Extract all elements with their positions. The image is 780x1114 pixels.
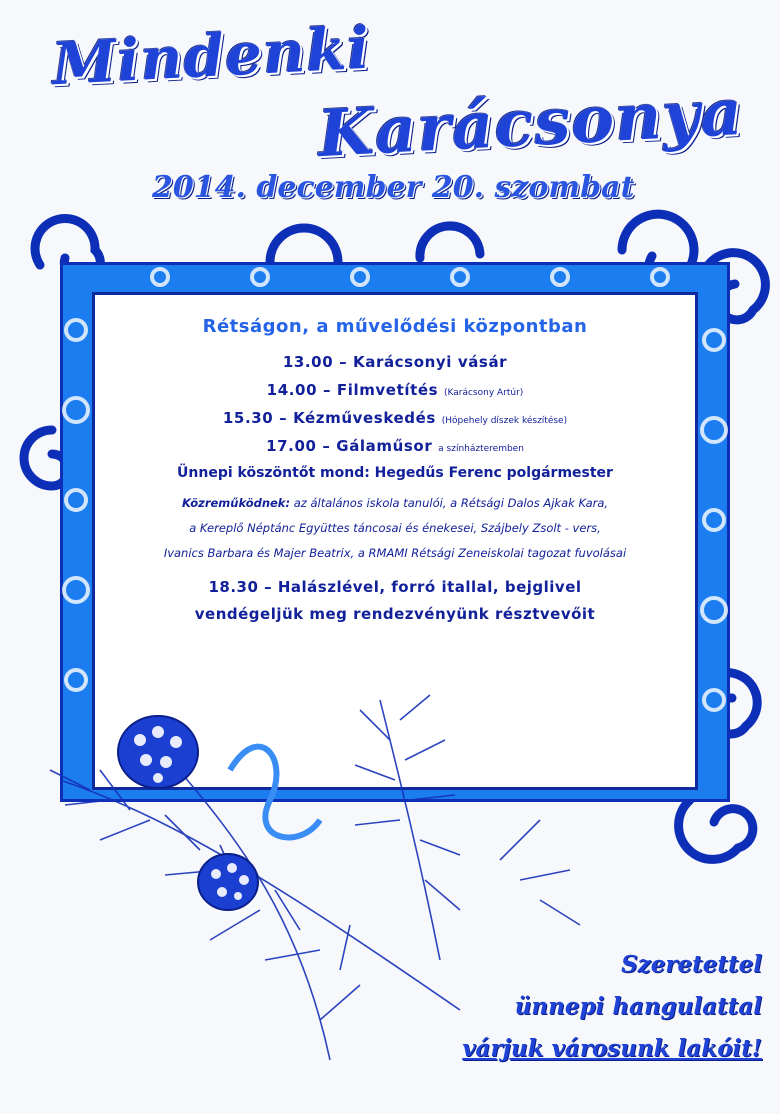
- invitation-text: [462, 944, 762, 1070]
- program-item: 17.00 – Gálaműsor a színházteremben: [266, 437, 524, 455]
- contributors-line-2: a Kereplő Néptánc Együttes táncosai és énekesei, Szájbely Zsolt - vers,: [189, 521, 601, 535]
- closing-line-2: vendégeljük meg rendezvényünk résztvevőit: [194, 605, 596, 623]
- program-note: (Hópehely díszek készítése): [441, 416, 568, 426]
- venue-heading: Rétságon, a művelődési központban: [202, 316, 588, 337]
- program-time: 17.00: [266, 437, 317, 455]
- pinecone-large-icon: [118, 716, 198, 788]
- event-date: 2014. december 20. szombat: [152, 170, 635, 205]
- program-title: Filmvetítés: [336, 381, 439, 399]
- program-time: 13.00: [282, 353, 334, 371]
- program-item: 15.30 – Kézműveskedés (Hópehely díszek készítése): [222, 409, 568, 427]
- poster-title-line-2: Karácsonya: [316, 74, 745, 173]
- invite-line-3: várjuk városunk lakóit!: [462, 1035, 762, 1062]
- branch-icon: [60, 780, 460, 1010]
- program-note: (Karácsony Artúr): [444, 388, 524, 398]
- contributors-line-1: az általános iskola tanulói, a Rétsági Dalos Ajkak Kara,: [290, 496, 609, 510]
- contributors-line-3: Ivanics Barbara és Majer Beatrix, a RMAMI Rétsági Zeneiskolai tagozat fuvolásai: [163, 546, 627, 560]
- program-note: a színházteremben: [438, 444, 524, 454]
- poster-title-line-1: Mindenki: [50, 13, 372, 99]
- program-title: Kézműveskedés: [293, 409, 436, 427]
- invite-line-1: Szeretettel: [621, 951, 762, 978]
- program-time: 15.30: [222, 409, 274, 427]
- contributors-label: Közreműködnek:: [181, 496, 291, 510]
- pinecone-small-icon: [198, 854, 258, 910]
- program-item: 14.00 – Filmvetítés (Karácsony Artúr): [266, 381, 524, 399]
- program-time: 14.00: [266, 381, 318, 399]
- greeting-line: Ünnepi köszöntőt mond: Hegedűs Ferenc polgármester: [177, 465, 613, 481]
- closing-line-1: 18.30 – Halászlével, forró itallal, bejglivel: [208, 578, 582, 596]
- ribbon-icon: [230, 747, 320, 838]
- invite-line-2: ünnepi hangulattal: [514, 993, 762, 1020]
- program-title: Gálaműsor: [336, 437, 433, 455]
- program-title: Karácsonyi vásár: [353, 353, 508, 371]
- program-item: 13.00 – Karácsonyi vásár: [282, 353, 508, 371]
